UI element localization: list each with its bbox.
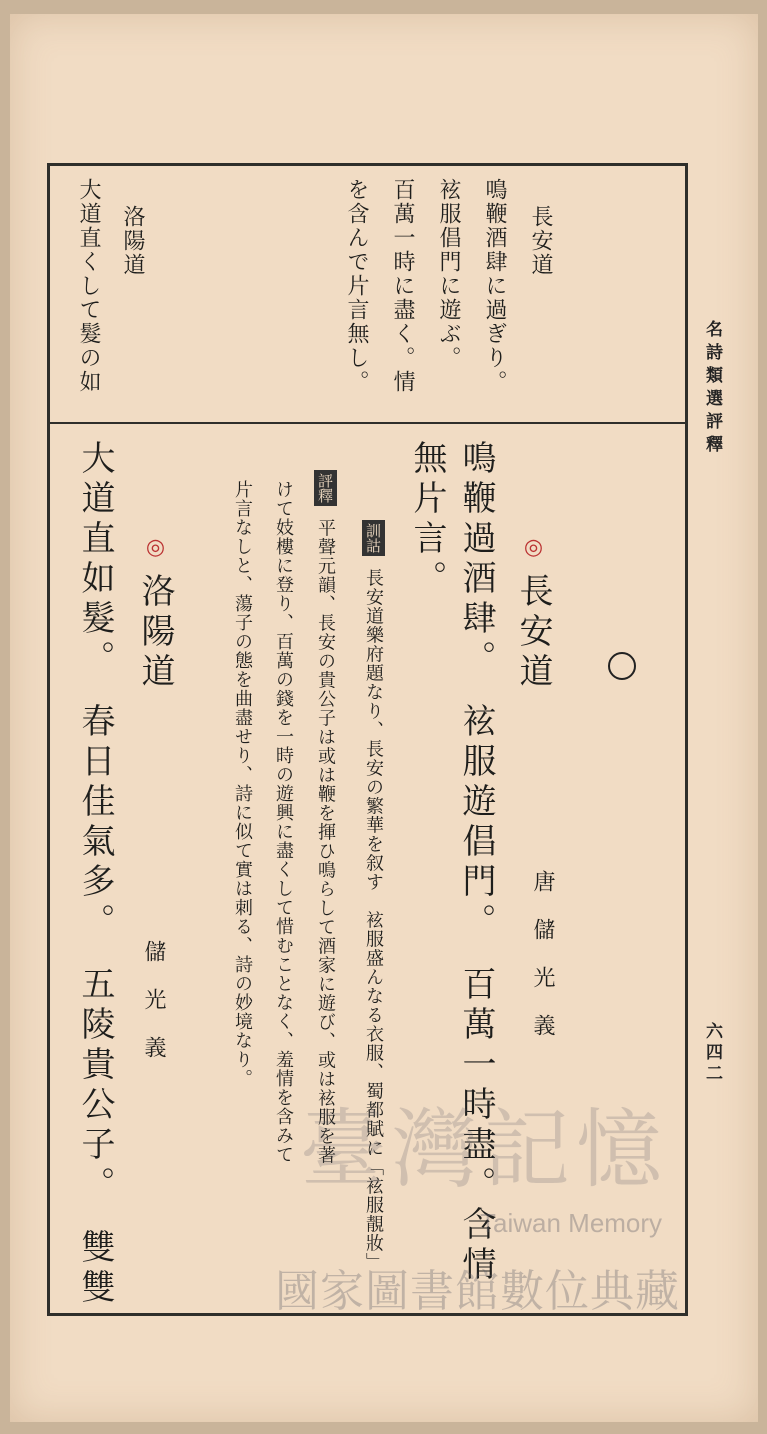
hyoshaku-label: 評釋 — [314, 470, 337, 506]
bullet-icon: ◎ — [521, 535, 546, 562]
watermark-cn: 臺灣記憶 — [300, 1100, 668, 1200]
hyoshaku-col-1 — [312, 470, 338, 1165]
poem2-title-col — [136, 535, 174, 693]
kundoku-title-1: 長安道 — [528, 205, 553, 277]
poem2-line-1: 大道直如髮。 春日佳氣多。 五陵貴公子。 雙雙 — [75, 440, 115, 1309]
poem1-title-col — [514, 535, 552, 693]
hyoshaku-text-1: 平聲元韻、長安の貴公子は或は鞭を揮ひ鳴らして酒家に遊び、或は袨服を著 — [315, 518, 336, 1165]
kundoku-line-2: 袨服倡門に遊ぶ。 — [436, 178, 461, 370]
running-header: 名詩類選評釋 — [702, 320, 722, 458]
kundoku-line-3: 百萬一時に盡く。情 — [390, 178, 415, 394]
poem1-line-1: 鳴鞭過酒肆。 袨服遊倡門。 百萬一時盡。含情 — [456, 440, 496, 1286]
watermark-library: 國家圖書館數位典藏 — [275, 1266, 680, 1317]
kungo-text: 長安道樂府題なり、長安の繁華を叙す 袨服盛んなる衣服、蜀都賦に「袨服靚妝」 — [363, 568, 384, 1272]
kundoku-line-5: 大道直くして髮の如 — [76, 178, 101, 394]
watermark-en: Taiwan Memory — [480, 1208, 663, 1238]
poem2-author: 儲 光 義 — [141, 940, 166, 1060]
poem1-line-2: 無片言。 — [407, 440, 447, 600]
poem2-title: 洛陽道 — [135, 573, 175, 694]
bullet-icon: ◎ — [143, 535, 168, 562]
kungo-label: 訓詁 — [362, 520, 385, 556]
kundoku-line-1: 鳴鞭酒肆に過ぎり。 — [482, 178, 507, 394]
kundoku-title-2: 洛陽道 — [120, 205, 145, 277]
poem1-author: 唐 儲 光 義 — [530, 870, 555, 1038]
circle-mark-icon — [608, 652, 636, 680]
poem1-title: 長安道 — [513, 573, 553, 694]
hyoshaku-text-3: 片言なしと、蕩子の態を曲盡せり、詩に似て實は刺る、詩の妙境なり。 — [232, 480, 253, 1088]
page-number: 六四二 — [702, 1022, 722, 1085]
frame-divider — [50, 422, 688, 424]
kundoku-line-4: を含んで片言無し。 — [344, 178, 369, 394]
hyoshaku-text-2: けて妓樓に登り、百萬の錢を一時の遊興に盡くして惜むことなく、羞情を含みて — [273, 480, 294, 1164]
